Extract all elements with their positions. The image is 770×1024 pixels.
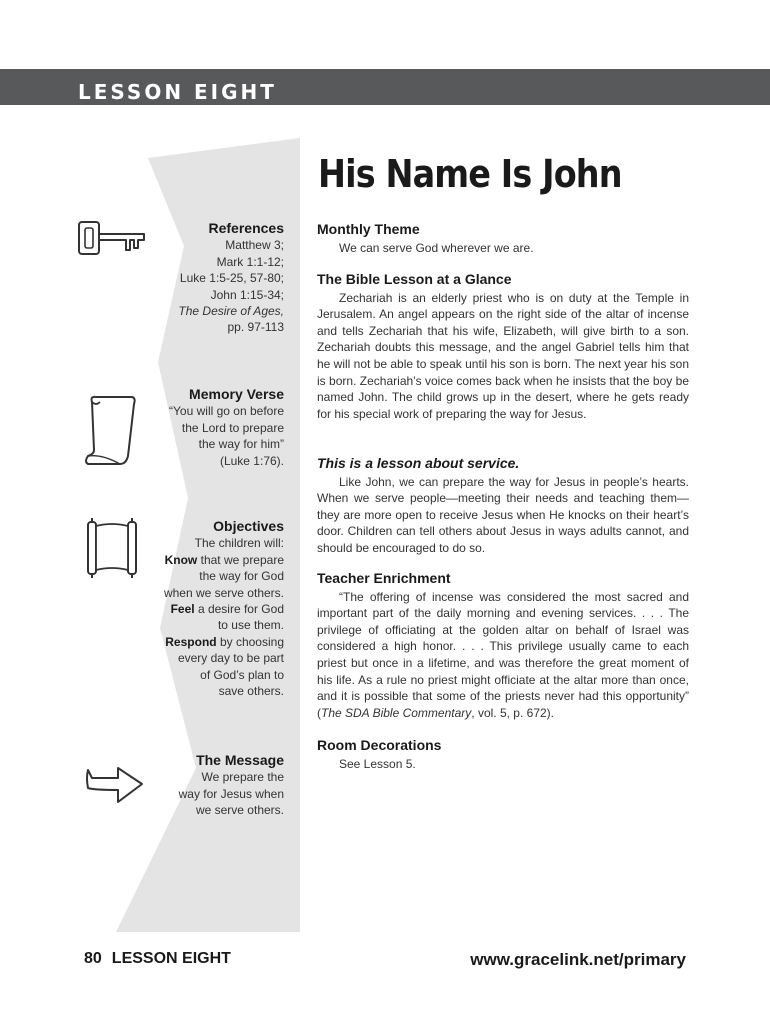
decorations-text: See Lesson 5. <box>339 756 416 771</box>
message-line: we serve others. <box>195 803 284 818</box>
objective-feel-text: a desire for God <box>194 602 284 617</box>
monthly-theme-section <box>317 221 689 256</box>
references-title: References <box>208 220 284 236</box>
message-block <box>179 752 284 819</box>
footer-url[interactable]: www.gracelink.net/primary <box>470 950 686 969</box>
objectives-block <box>164 518 284 699</box>
band-title: LESSON EIGHT <box>78 80 277 104</box>
memory-verse-line: the way for him” <box>198 437 284 452</box>
glance-section <box>317 271 689 422</box>
memory-verse-line: (Luke 1:76). <box>219 453 284 468</box>
enrichment-text: “The offering of incense was considered the most sacred and important part of the daily morning and evening services. . . . The privilege of officiating at the golden altar on behalf of Israel was considered a high honor. . . . This privilege usually came to each priest but once in a lifetime, and was therefore the great moment of his life. As a rule no priest might officiate at the altar more than once, and it is possible that some of the priests never had this opportunity” ( <box>317 589 689 720</box>
open-scroll-icon <box>84 516 140 580</box>
monthly-theme-title: Monthly Theme <box>317 221 420 237</box>
message-line: way for Jesus when <box>178 786 284 801</box>
objective-respond-label: Respond <box>165 634 217 649</box>
service-section <box>317 455 689 557</box>
reference-line: Luke 1:5-25, 57-80; <box>179 271 284 286</box>
glance-title: The Bible Lesson at a Glance <box>317 271 512 287</box>
objective-know-text: that we prepare <box>197 552 284 567</box>
memory-verse-line: “You will go on before <box>169 404 284 419</box>
reference-line: Matthew 3; <box>225 238 284 253</box>
references-block <box>178 220 284 336</box>
objective-respond-text: every day to be part <box>177 651 284 666</box>
reference-line: John 1:15-34; <box>210 287 284 302</box>
memory-verse-block <box>169 386 284 469</box>
service-title: This is a lesson about service. <box>317 455 520 471</box>
service-text: Like John, we can prepare the way for Jesus in people’s hearts. When we serve people—meeting their needs and teaching them—they are more open to receive Jesus when He knocks on their heart’s door. Children can tell others about Jesus in ways adults cannot, and should be encouraged to do so. <box>317 474 689 555</box>
scroll-icon <box>82 394 138 468</box>
footer-lesson-label: LESSON EIGHT <box>111 950 231 967</box>
objective-know-label: Know <box>164 552 198 567</box>
objective-feel-text: to use them. <box>217 618 284 633</box>
page-number: 80 <box>84 950 102 967</box>
objective-know-text: the way for God <box>199 569 284 584</box>
memory-verse-title: Memory Verse <box>189 386 284 402</box>
message-line: We prepare the <box>201 770 284 785</box>
objective-know-text: when we serve others. <box>163 585 284 600</box>
glance-text: Zechariah is an elderly priest who is on duty at the Temple in Jerusalem. An angel appears on the right side of the altar of incense and tells Zechariah that his wife, Elizabeth, will give birth to a son. Zechariah doubts this message, and the angel Gabriel tells him that he will not be able to speak until his son is born. The next year his son is born. Zechariah’s voice comes back when he insists that the boy be named John. The child grows up in the desert, where he gets ready for his special work of preparing the way for Jesus. <box>317 290 689 421</box>
enrichment-section <box>317 570 689 721</box>
footer-left <box>84 950 231 968</box>
objective-respond-text: by choosing <box>216 634 284 649</box>
lesson-title: His Name Is John <box>318 152 622 196</box>
reference-line: Mark 1:1-12; <box>216 254 284 269</box>
key-icon <box>76 218 148 258</box>
decorations-title: Room Decorations <box>317 737 442 753</box>
message-title: The Message <box>196 752 284 768</box>
enrichment-citation: , vol. 5, p. 672). <box>471 705 554 720</box>
decorations-section <box>317 737 689 772</box>
objective-feel-label: Feel <box>170 602 195 617</box>
reference-pages: pp. 97-113 <box>227 320 284 335</box>
reference-book: The Desire of Ages, <box>178 304 284 319</box>
enrichment-source: The SDA Bible Commentary <box>321 705 472 720</box>
objectives-title: Objectives <box>213 518 284 534</box>
memory-verse-line: the Lord to prepare <box>181 420 284 435</box>
objective-respond-text: save others. <box>218 684 284 699</box>
objective-respond-text: of God’s plan to <box>200 667 284 682</box>
enrichment-title: Teacher Enrichment <box>317 570 451 586</box>
arrow-icon <box>84 764 146 808</box>
monthly-theme-text: We can serve God wherever we are. <box>339 240 534 255</box>
objectives-intro: The children will: <box>194 536 284 551</box>
